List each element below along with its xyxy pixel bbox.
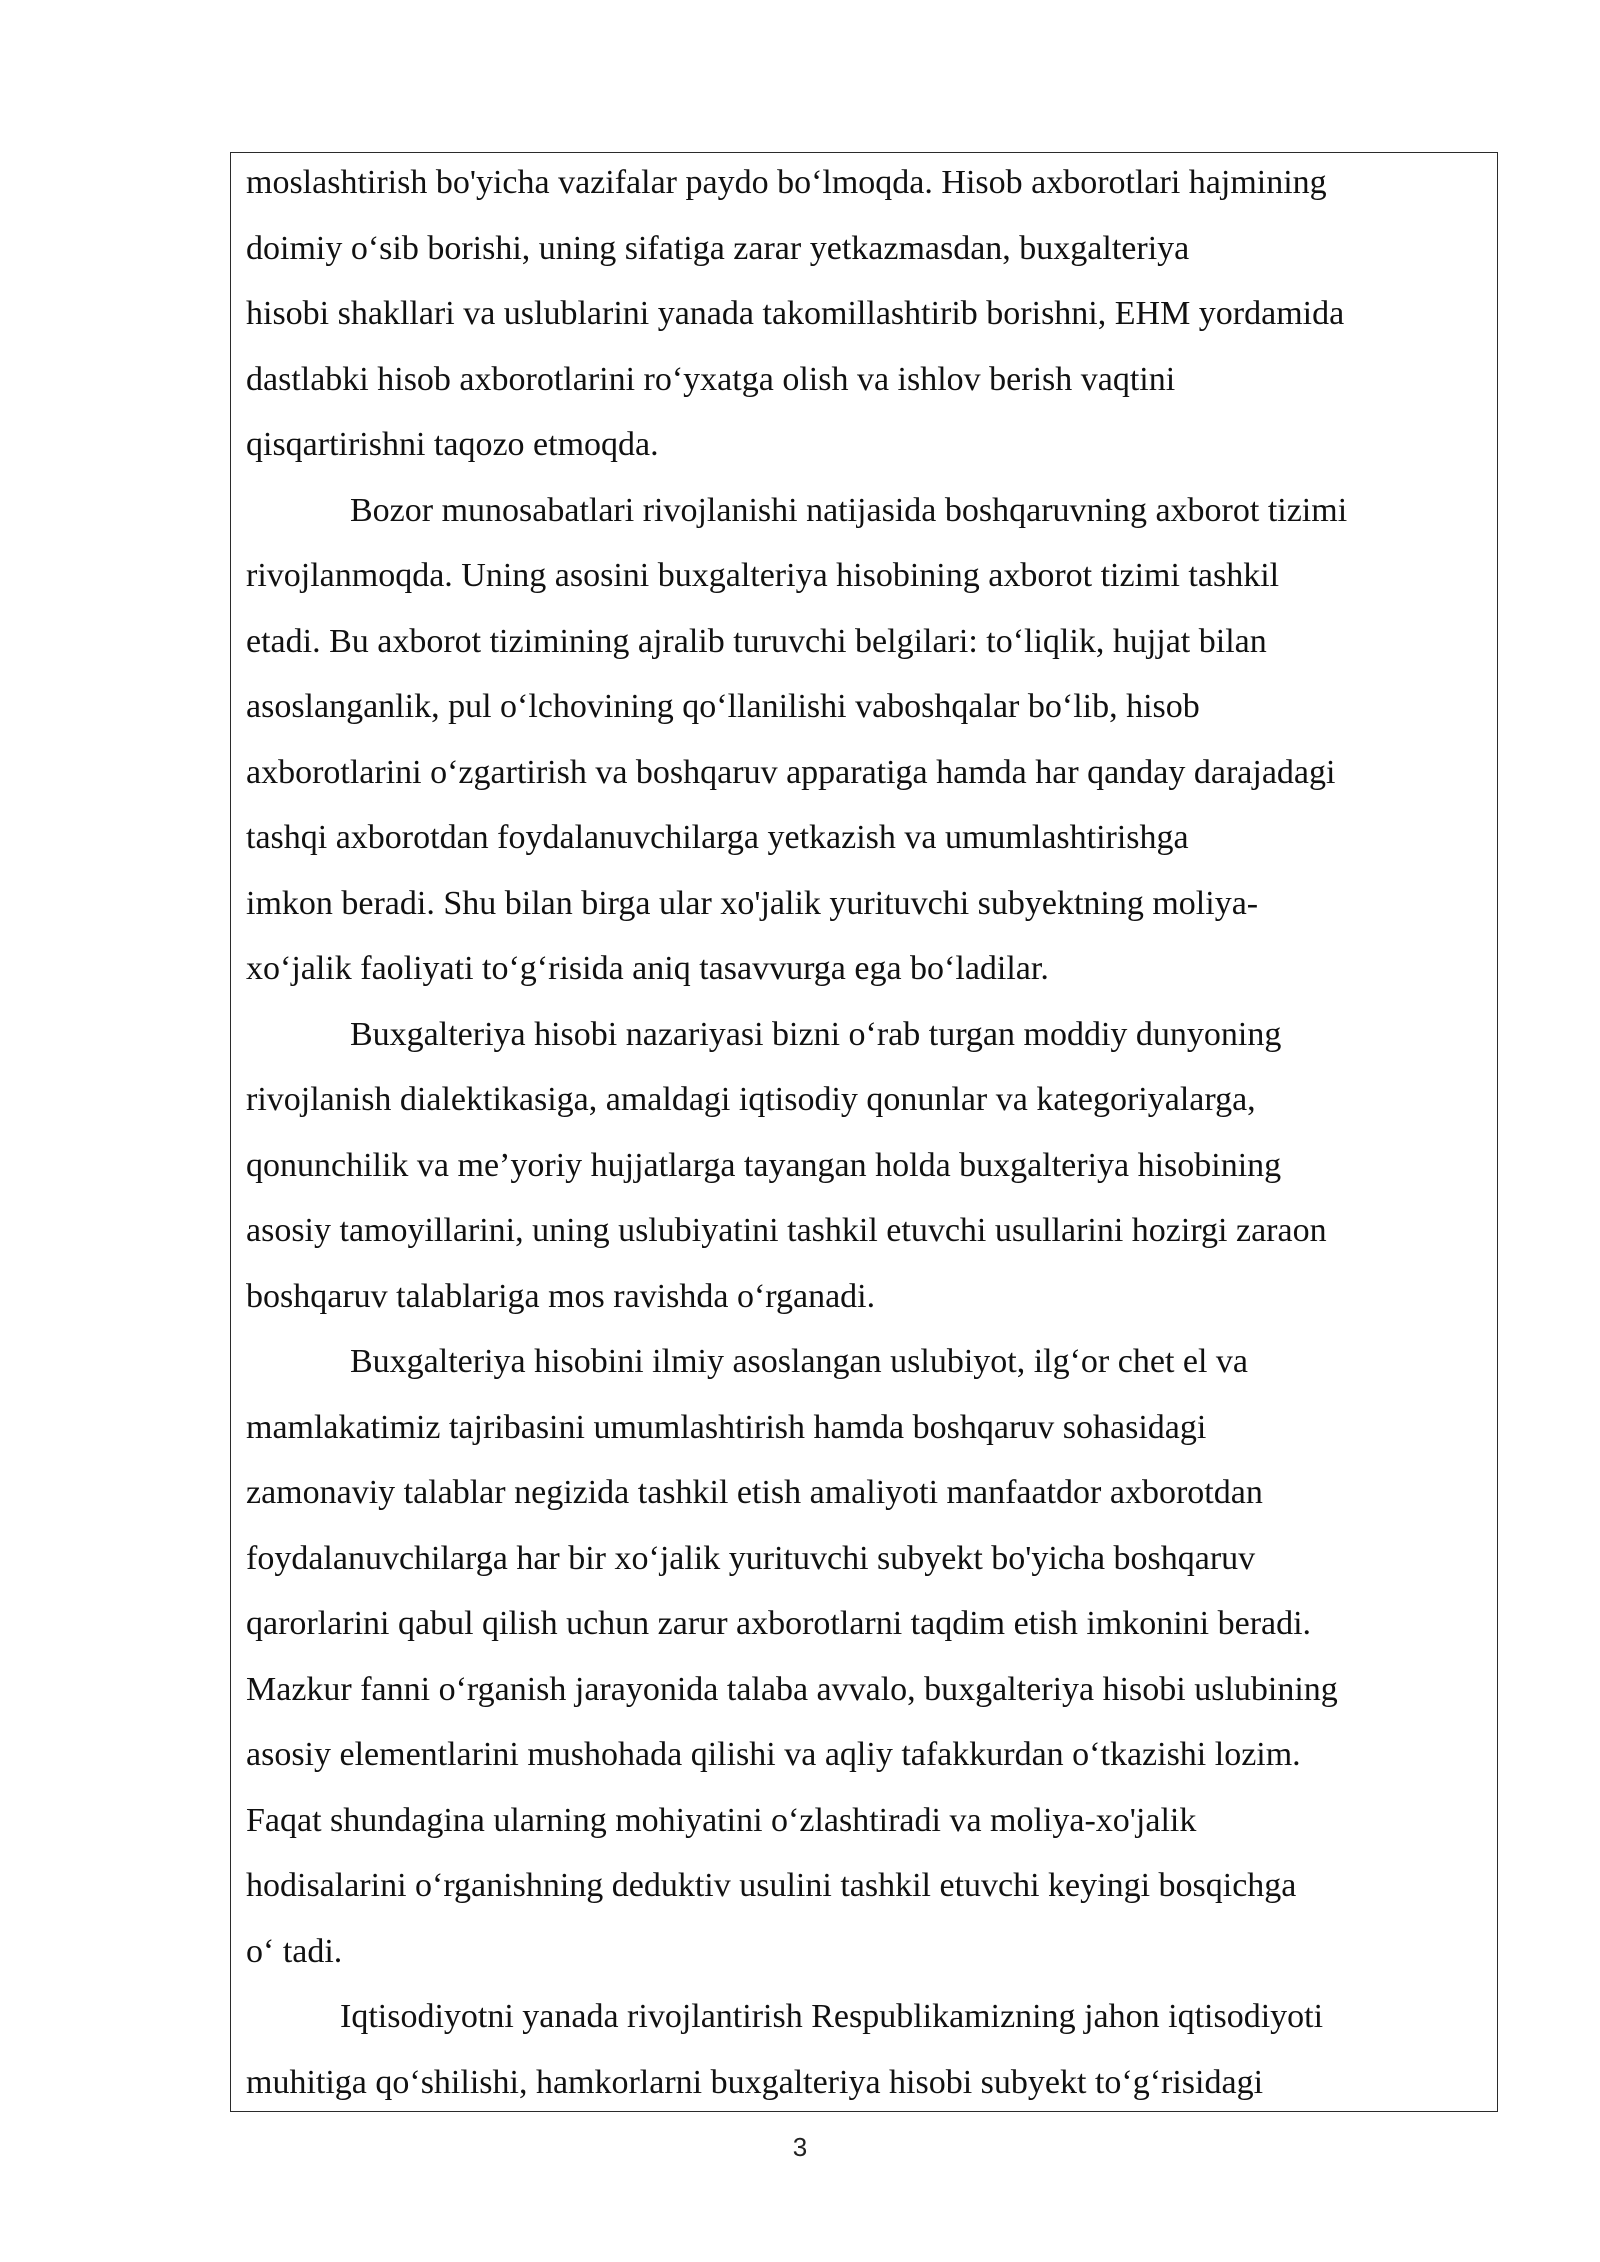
- text-line: doimiy o‘sib borishi, uning sifatiga zarar yetkazmasdan, buxgalteriya: [246, 229, 1190, 267]
- page-number: 3: [792, 2132, 808, 2162]
- text-line: moslashtirish bo'yicha vazifalar paydo bo‘lmoqda. Hisob axborotlari hajmining: [246, 164, 1327, 201]
- text-line: imkon beradi. Shu bilan birga ular xo'jalik yurituvchi subyektning moliya-: [246, 884, 1259, 922]
- text-line: qisqartirishni taqozo etmoqda.: [246, 426, 659, 463]
- text-line: qonunchilik va me’yoriy hujjatlarga tayangan holda buxgalteriya hisobining: [246, 1146, 1282, 1184]
- text-line: qarorlarini qabul qilish uchun zarur axborotlarni taqdim etish imkonini beradi.: [246, 1605, 1312, 1642]
- text-line: foydalanuvchilarga har bir xo‘jalik yurituvchi subyekt bo'yicha boshqaruv: [246, 1539, 1256, 1577]
- paragraph-first-line: Buxgalteriya hisobi nazariyasi bizni o‘rab turgan moddiy dunyoning: [350, 1015, 1282, 1053]
- text-line: etadi. Bu axborot tizimining ajralib turuvchi belgilari: to‘liqlik, hujjat bilan: [246, 622, 1267, 660]
- paragraph-first-line: Bozor munosabatlari rivojlanishi natijasida boshqaruvning axborot tizimi: [350, 491, 1348, 529]
- text-line: axborotlarini o‘zgartirish va boshqaruv apparatiga hamda har qanday darajadagi: [246, 753, 1336, 791]
- text-line: hodisalarini o‘rganishning deduktiv usulini tashkil etuvchi keyingi bosqichga: [246, 1867, 1297, 1904]
- text-line: boshqaruv talablariga mos ravishda o‘rganadi.: [246, 1277, 876, 1315]
- text-line: asosiy tamoyillarini, uning uslubiyatini tashkil etuvchi usullarini hozirgi zaraon: [246, 1212, 1327, 1249]
- text-line: asoslanganlik, pul o‘lchovining qo‘llanilishi vaboshqalar bo‘lib, hisob: [246, 688, 1200, 725]
- text-line: xo‘jalik faoliyati to‘g‘risida aniq tasavvurga ega bo‘ladilar.: [246, 950, 1049, 987]
- paragraph-first-line: Buxgalteriya hisobini ilmiy asoslangan uslubiyot, ilg‘or chet el va: [350, 1343, 1249, 1380]
- text-line: tashqi axborotdan foydalanuvchilarga yetkazish va umumlashtirishga: [246, 819, 1189, 856]
- text-line: o‘ tadi.: [246, 1932, 343, 1970]
- text-line: dastlabki hisob axborotlarini ro‘yxatga olish va ishlov berish vaqtini: [246, 360, 1176, 398]
- text-line: hisobi shakllari va uslublarini yanada takomillashtirib borishni, EHM yordamida: [246, 295, 1345, 332]
- text-line: asosiy elementlarini mushohada qilishi va aqliy tafakkurdan o‘tkazishi lozim.: [246, 1736, 1301, 1773]
- paragraph-first-line: Iqtisodiyotni yanada rivojlantirish Respublikamizning jahon iqtisodiyoti: [340, 1998, 1324, 2035]
- text-line: rivojlanish dialektikasiga, amaldagi iqtisodiy qonunlar va kategoriyalarga,: [246, 1081, 1256, 1118]
- text-line: rivojlanmoqda. Uning asosini buxgalteriya hisobining axborot tizimi tashkil: [246, 557, 1280, 594]
- text-line: Faqat shundagina ularning mohiyatini o‘zlashtiradi va moliya-xo'jalik: [246, 1801, 1197, 1839]
- text-line: muhitiga qo‘shilishi, hamkorlarni buxgalteriya hisobi subyekt to‘g‘risidagi: [246, 2063, 1264, 2101]
- text-line: mamlakatimiz tajribasini umumlashtirish hamda boshqaruv sohasidagi: [246, 1408, 1207, 1446]
- body-text: [246, 150, 1492, 2115]
- text-line: Mazkur fanni o‘rganish jarayonida talaba avvalo, buxgalteriya hisobi uslubining: [246, 1670, 1338, 1708]
- text-line: zamonaviy talablar negizida tashkil etish amaliyoti manfaatdor axborotdan: [246, 1474, 1263, 1511]
